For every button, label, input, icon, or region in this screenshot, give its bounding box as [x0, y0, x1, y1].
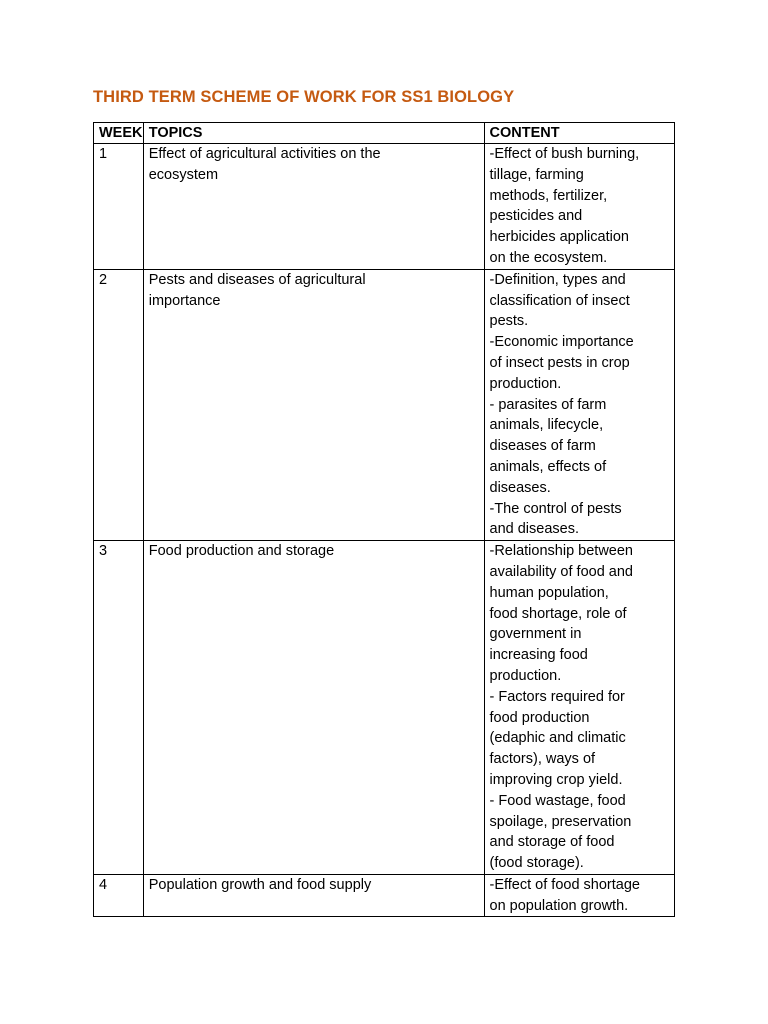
topic-cell: Population growth and food supply [143, 874, 484, 917]
content-cell: -Effect of food shortage on population growth. [484, 874, 675, 917]
header-topics: TOPICS [143, 123, 484, 144]
week-cell: 4 [94, 874, 144, 917]
topic-cell: Pests and diseases of agricultural importance [143, 269, 484, 540]
header-week: WEEK [94, 123, 144, 144]
table-row [94, 874, 675, 917]
table-header-row [94, 123, 675, 144]
table-row [94, 144, 675, 270]
table-row [94, 269, 675, 540]
content-cell: -Relationship between availability of food and human population, food shortage, role of government in increasing food production. - Factors required for food production (edaphic and climatic factors), ways of improving crop yield. - Food wastage, food spoilage, preservation and storage of food (food storage). [484, 541, 675, 875]
week-cell: 3 [94, 541, 144, 875]
content-cell: -Effect of bush burning, tillage, farming methods, fertilizer, pesticides and herbicides application on the ecosystem. [484, 144, 675, 270]
topic-cell: Food production and storage [143, 541, 484, 875]
week-cell: 1 [94, 144, 144, 270]
week-cell: 2 [94, 269, 144, 540]
header-content: CONTENT [484, 123, 675, 144]
document-title: THIRD TERM SCHEME OF WORK FOR SS1 BIOLOGY [93, 88, 515, 106]
scheme-of-work-table [93, 122, 675, 917]
table-row [94, 541, 675, 875]
topic-cell: Effect of agricultural activities on the ecosystem [143, 144, 484, 270]
content-cell: -Definition, types and classification of insect pests. -Economic importance of insect pests in crop production. - parasites of farm animals, lifecycle, diseases of farm animals, effects of diseases. -The control of pests and diseases. [484, 269, 675, 540]
